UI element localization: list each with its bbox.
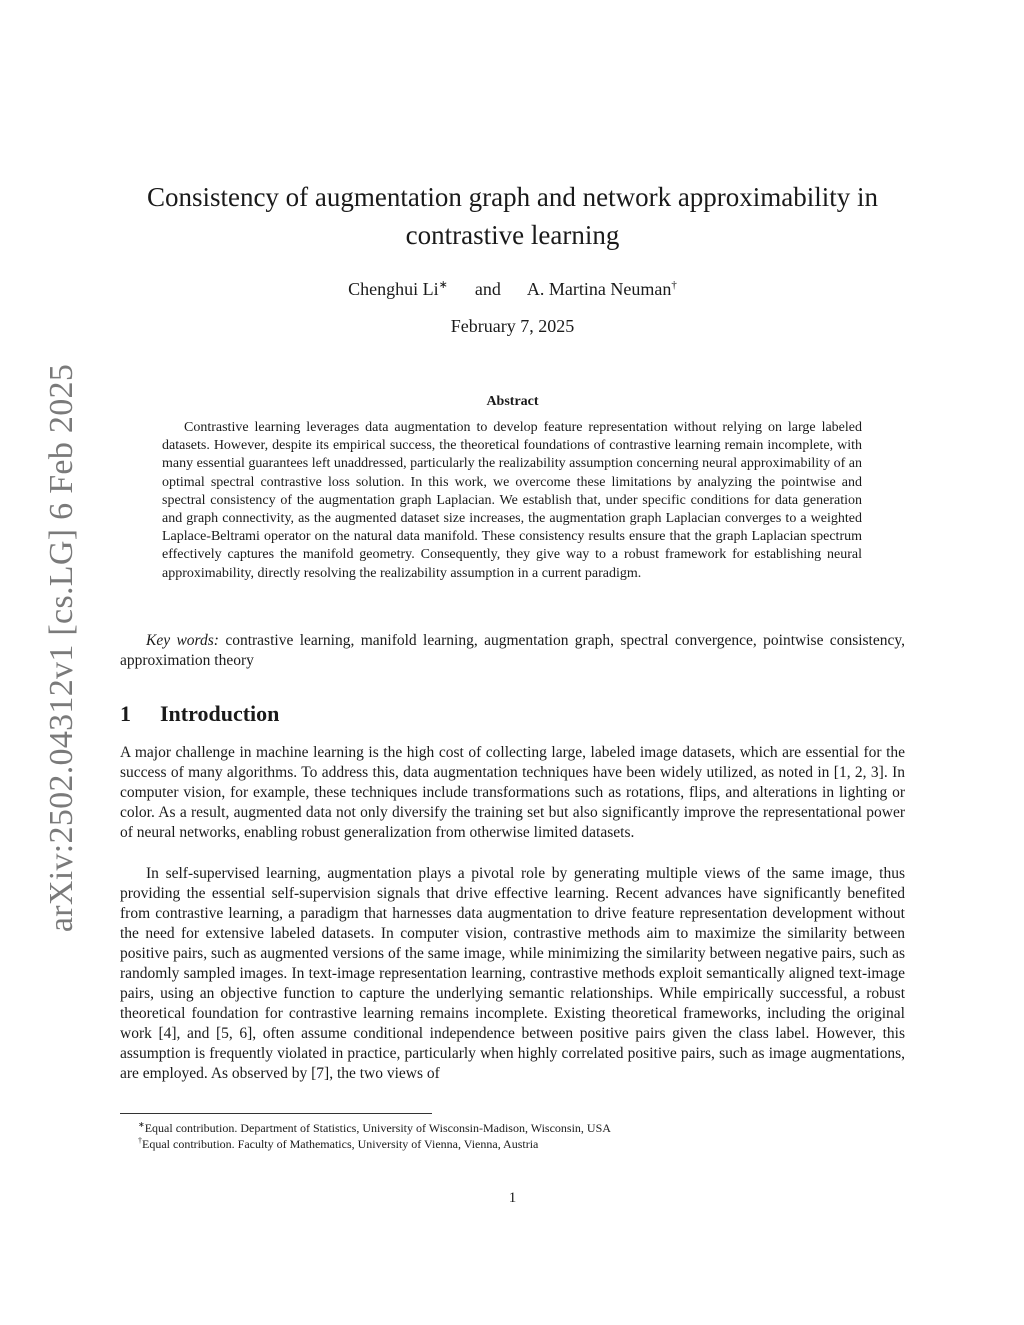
- author-conjunction: and: [474, 279, 501, 299]
- author-first: Chenghui Li: [348, 279, 439, 299]
- keywords-label: Key words:: [146, 632, 219, 649]
- footnote-text: Equal contribution. Department of Statistics, University of Wisconsin-Madison, Wisconsin, USA: [144, 1121, 611, 1135]
- footnote-mark: ∗: [138, 1120, 145, 1129]
- keywords-text: contrastive learning, manifold learning, augmentation graph, spectral convergence, pointwise consistency, approximation theory: [120, 632, 905, 669]
- body-paragraph: A major challenge in machine learning is the high cost of collecting large, labeled image datasets, which are essential for the success of many algorithms. To address this, data augmentation techniques have been widely utilized, as noted in [1, 2, 3]. In computer vision, for example, these techniques include transformations such as rotations, flips, and alterations in lighting or color. As a result, augmented data not only diversify the training set but also significantly improve the representational power of neural networks, enabling robust generalization from otherwise limited datasets.: [120, 744, 905, 841]
- arxiv-identifier-stamp: arXiv:2502.04312v1 [cs.LG] 6 Feb 2025: [43, 363, 80, 933]
- keywords: [120, 631, 905, 671]
- abstract-heading: Abstract: [486, 394, 539, 409]
- footnote-divider: [120, 1113, 432, 1114]
- abstract-body: Contrastive learning leverages data augmentation to develop feature representation without relying on large labeled datasets. However, despite its empirical success, the theoretical foundations of contrastive learning remain incomplete, with many essential guarantees left unaddressed, particularly the realizability assumption concerning neural approximability of an optimal spectral contrastive loss solution. In this work, we overcome these limitations by analyzing the pointwise and spectral consistency of the augmentation graph Laplacian. We establish that, under specific conditions for data generation and graph connectivity, as the augmented dataset size increases, the augmentation graph Laplacian converges to a weighted Laplace-Beltrami operator on the natural data manifold. These consistency results ensure that the graph Laplacian spectrum effectively captures the manifold geometry. Consequently, they give way to a robust framework for establishing neural approximability, directly resolving the realizability assumption in a current paradigm.: [162, 420, 862, 581]
- paper-date: February 7, 2025: [450, 316, 575, 336]
- author-first-footnote-mark: ∗: [438, 279, 448, 291]
- page-number: 1: [508, 1190, 517, 1206]
- section-heading-introduction: [120, 700, 279, 728]
- author-second-footnote-mark: †: [671, 279, 677, 291]
- author-line: [120, 273, 905, 301]
- author-second: A. Martina Neuman: [526, 279, 672, 299]
- paper-title: Consistency of augmentation graph and network approximability in contrastive learning: [146, 182, 879, 250]
- footnote: [138, 1133, 898, 1152]
- body-paragraph: In self-supervised learning, augmentation plays a pivotal role by generating multiple views of the same image, thus providing the essential self-supervision signals that drive effective learning. Recent advances have significantly benefited from contrastive learning, a paradigm that harnesses data augmentation to drive feature representation development without the need for extensive labeled datasets. In computer vision, contrastive methods aim to maximize the similarity between positive pairs, such as augmented versions of the same image, while minimizing the similarity between negative pairs, such as randomly sampled images. In text-image representation learning, contrastive methods exploit semantically aligned text-image pairs, using an objective function to capture the underlying semantic relationships. While empirically successful, a robust theoretical foundation for contrastive learning remains incomplete. Existing theoretical frameworks, including the original work [4], and [5, 6], often assume conditional independence between positive pairs given the class label. However, this assumption is frequently violated in practice, particularly when highly correlated positive pairs, such as image augmentations, are employed. As observed by [7], the two views of: [120, 865, 905, 1082]
- section-number: 1: [120, 701, 131, 726]
- footnote-text: Equal contribution. Faculty of Mathematics, University of Vienna, Vienna, Austria: [142, 1137, 539, 1151]
- footnote-mark: †: [138, 1136, 142, 1145]
- section-title: Introduction: [160, 701, 280, 726]
